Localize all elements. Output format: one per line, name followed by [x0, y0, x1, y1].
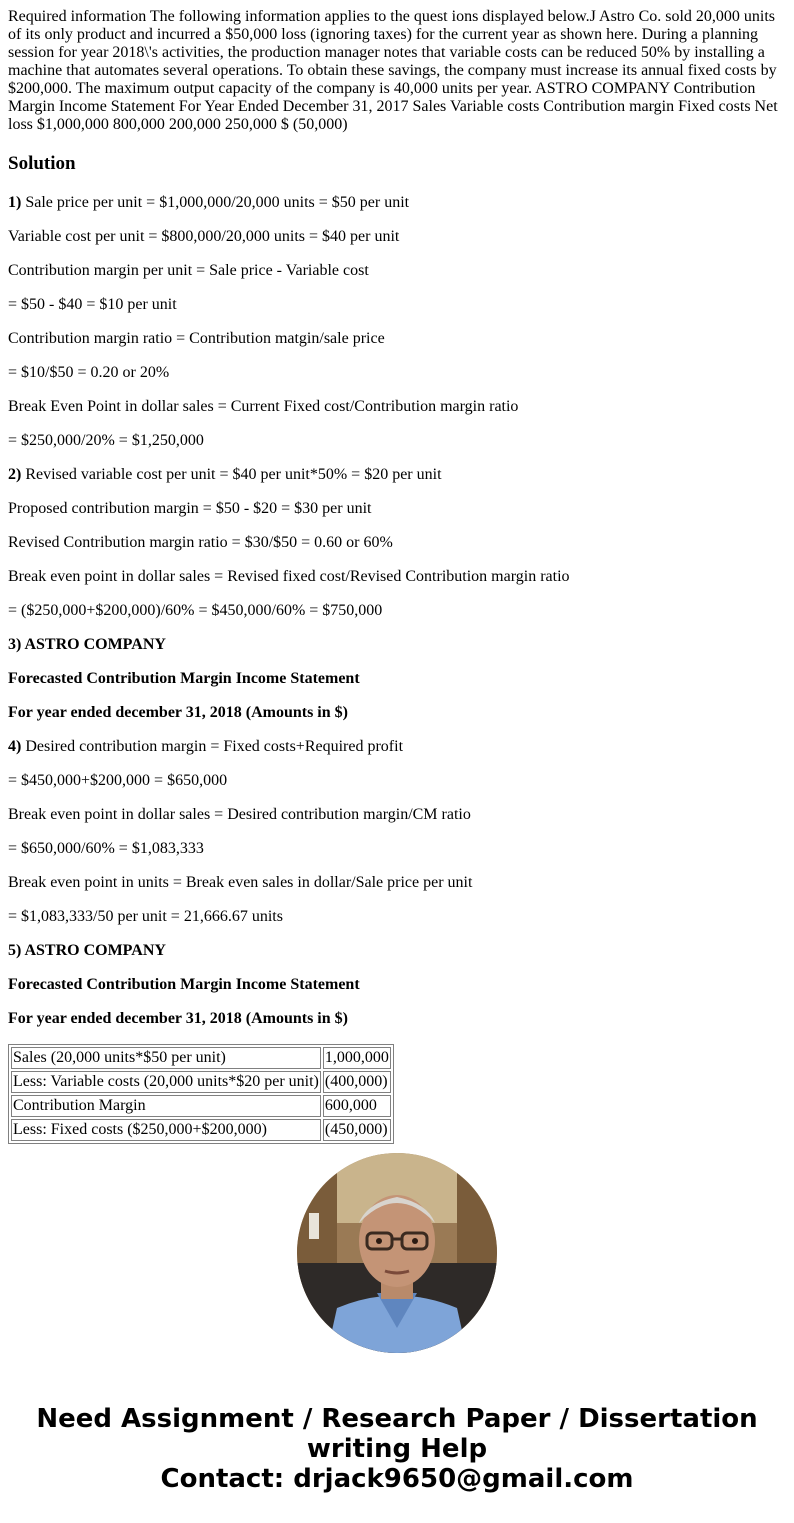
- solution-heading: Solution: [8, 153, 76, 174]
- solution-paragraph: = $650,000/60% = $1,083,333: [8, 840, 204, 857]
- solution-paragraph: 1) Sale price per unit = $1,000,000/20,000 units = $50 per unit: [8, 194, 410, 211]
- table-row: [11, 1071, 391, 1093]
- solution-paragraph: Break even point in dollar sales = Desired contribution margin/CM ratio: [8, 806, 471, 823]
- solution-paragraph: = $250,000/20% = $1,250,000: [8, 432, 204, 449]
- solution-paragraphs: [8, 194, 786, 1028]
- statement-heading: 5) ASTRO COMPANY: [8, 942, 166, 959]
- cta-line: writing Help: [306, 1434, 488, 1464]
- table-row: [11, 1095, 391, 1117]
- solution-paragraph: = $10/$50 = 0.20 or 20%: [8, 364, 170, 381]
- statement-heading: Forecasted Contribution Margin Income Statement: [8, 670, 360, 687]
- solution-paragraph: Contribution margin per unit = Sale price - Variable cost: [8, 262, 369, 279]
- avatar: [297, 1153, 497, 1353]
- document-content: [8, 0, 786, 1138]
- statement-heading: Forecasted Contribution Margin Income Statement: [8, 976, 360, 993]
- solution-paragraph: Break even point in dollar sales = Revised fixed cost/Revised Contribution margin ratio: [8, 568, 570, 585]
- row-amount: (400,000): [323, 1071, 391, 1093]
- solution-paragraph: = $450,000+$200,000 = $650,000: [8, 772, 228, 789]
- question-text: Required information The following information applies to the quest ions displayed below.J Astro Co. sold 20,000 units of its only product and incurred a $50,000 loss (ignoring taxes) for the current year as shown here. During a planning session for year 2018\'s activities, the production manager notes that variable costs can be reduced 50% by installing a machine that automates several operations. To obtain these savings, the company must increase its annual fixed costs by $200,000. The maximum output capacity of the company is 40,000 units per year. ASTRO COMPANY Contribution Margin Income Statement For Year Ended December 31, 2017 Sales Variable costs Contribution margin Fixed costs Net loss $1,000,000 800,000 200,000 250,000 $ (50,000): [8, 8, 778, 133]
- solution-paragraph: = $50 - $40 = $10 per unit: [8, 296, 177, 313]
- cta-line: Need Assignment / Research Paper / Dissertation: [36, 1404, 758, 1434]
- solution-paragraph: Proposed contribution margin = $50 - $20 = $30 per unit: [8, 500, 372, 517]
- table-row: [11, 1047, 391, 1069]
- row-amount: (450,000): [323, 1119, 391, 1141]
- solution-paragraph: Break even point in units = Break even sales in dollar/Sale price per unit: [8, 874, 473, 891]
- solution-paragraph: Break Even Point in dollar sales = Current Fixed cost/Contribution margin ratio: [8, 398, 519, 415]
- statement-heading: For year ended december 31, 2018 (Amounts in $): [8, 1010, 348, 1027]
- row-amount: 600,000: [323, 1095, 391, 1117]
- solution-paragraph: = $1,083,333/50 per unit = 21,666.67 units: [8, 908, 283, 925]
- statement-heading: 3) ASTRO COMPANY: [8, 636, 166, 653]
- solution-paragraph: Contribution margin ratio = Contribution matgin/sale price: [8, 330, 385, 347]
- solution-paragraph: 4) Desired contribution margin = Fixed costs+Required profit: [8, 738, 404, 755]
- row-label: Less: Variable costs (20,000 units*$20 per unit): [11, 1071, 321, 1093]
- solution-paragraph: Revised Contribution margin ratio = $30/$50 = 0.60 or 60%: [8, 534, 393, 551]
- person-portrait-icon: [297, 1153, 497, 1353]
- row-label: Sales (20,000 units*$50 per unit): [11, 1047, 321, 1069]
- row-amount: 1,000,000: [323, 1047, 391, 1069]
- contact-banner-text: [0, 1404, 794, 1494]
- row-label: Contribution Margin: [11, 1095, 321, 1117]
- solution-paragraph: 2) Revised variable cost per unit = $40 per unit*50% = $20 per unit: [8, 466, 442, 483]
- solution-paragraph: = ($250,000+$200,000)/60% = $450,000/60% = $750,000: [8, 602, 383, 619]
- statement-heading: For year ended december 31, 2018 (Amounts in $): [8, 704, 348, 721]
- solution-paragraph: Variable cost per unit = $800,000/20,000 units = $40 per unit: [8, 228, 400, 245]
- contact-email: Contact: drjack9650@gmail.com: [160, 1464, 634, 1494]
- footer-banner: [0, 1123, 794, 1523]
- row-label: Less: Fixed costs ($250,000+$200,000): [11, 1119, 321, 1141]
